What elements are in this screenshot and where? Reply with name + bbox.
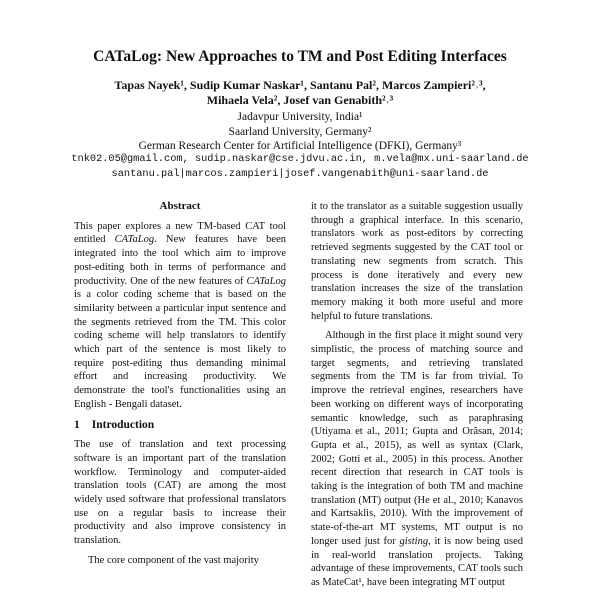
intro-paragraph-2: The core component of the vast majority [88, 554, 259, 566]
emails-line-2: santanu.pal|marcos.zampieri|josef.vangenabith@uni-saarland.de [111, 168, 489, 180]
intro-paragraph-2-continued: it to the translator as a suitable suggestion usually through a graphical interface. In this scenario, translators work as post-editors by correcting retrieved segments suggested by the CAT tool or translating new segments from scratch. This process is done iteratively and every new translation increases the size of the translation memory making it both more useful and more helpful to future translations. [311, 201, 523, 322]
affiliation-3: German Research Center for Artificial Intelligence (DFKI), Germany³ [138, 140, 462, 152]
section-number: 1 [74, 418, 80, 431]
abstract-heading: Abstract [159, 200, 201, 212]
emails-line-1: tnk02.05@gmail.com, sudip.naskar@cse.jdvu.ac.in, m.vela@mx.uni-saarland.de [71, 153, 529, 165]
intro-paragraph-1: The use of translation and text processing software is an important part of the translation workflow. Terminology and computer-aided translation tools (CAT) are among the most widely used software that professional translators use on a regular basis to increase their productivity and also improve consistency in translation. [74, 439, 286, 547]
email-list [0, 152, 600, 182]
paper-title: CATaLog: New Approaches to TM and Post Editing Interfaces [93, 48, 507, 65]
section-heading-introduction [74, 419, 286, 433]
right-column [311, 200, 523, 596]
authors-line-2: Mihaela Vela², Josef van Genabith²˒³ [206, 93, 394, 107]
affiliation-1: Jadavpur University, India¹ [237, 111, 363, 123]
affiliation-2: Saarland University, Germany² [228, 125, 372, 138]
abstract-text: This paper explores a new TM-based CAT tool entitled CATaLog. New features have been integrated into the tool which aim to improve post-editing both in terms of performance and productivity. One of the new features of CATaLog is a color coding scheme that is based on the similarity between a particular input sentence and the segments retrieved from the TM. This color coding scheme will help translators to identify which part of the sentence is most likely to require post-editing thus demanding minimal effort and increasing productivity. We demonstrate the tool's functionalities using an English - Bengali dataset. [74, 220, 286, 410]
authors-line-1: Tapas Nayek¹, Sudip Kumar Naskar¹, Santanu Pal², Marcos Zampieri²˒³, [114, 78, 486, 92]
affiliation-list [0, 110, 600, 154]
section-title: Introduction [91, 418, 155, 431]
author-list [0, 78, 600, 108]
left-column [74, 200, 286, 574]
intro-paragraph-3: Although in the first place it might sound very simplistic, the process of matching source and target segments, and retrieving translated segments from the TM is far from trivial. To improve the retrieval engines, researchers have been working on different ways of incorporating semantic knowledge, such as paraphrasing (Utiyama et al., 2011; Gupta and Orăsan, 2014; Gupta et al., 2015), as well as syntax (Clark, 2002; Gotti et al., 2005) in this process. Another recent direction that research in CAT tools is taking is the integration of both TM and machine translation (MT) output (He et al., 2010; Kanavos and Kartsaklis, 2010). With the improvement of state-of-the-art MT systems, MT output is no longer used just for gisting, it is now being used in real-world translation projects. Taking advantage of these improvements, CAT tools such as MateCat¹, have been integrating MT output [311, 330, 523, 588]
tool-name: CATaLog [246, 275, 286, 287]
tool-name: CATaLog [114, 234, 155, 246]
